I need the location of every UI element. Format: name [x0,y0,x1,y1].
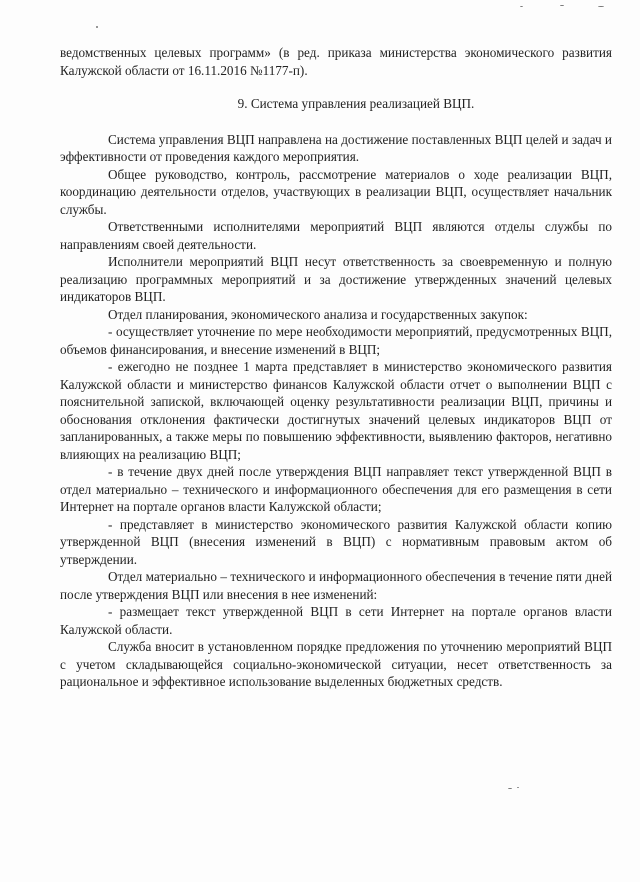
intro-continuation: ведомственных целевых программ» (в ред. приказа министерства экономического развития Калужской области от 16.11.2016 №1177-п). [60,45,612,78]
list-item: - представляет в министерство экономического развития Калужской области копию утвержденной ВЦП (внесения изменений в ВЦП) с нормативным правовым актом об утверждении. [60,516,612,567]
document-body [60,44,612,691]
paragraph: Система управления ВЦП направлена на достижение поставленных ВЦП целей и задач и эффективности от проведения каждого мероприятия. [60,131,612,164]
list-item: - ежегодно не позднее 1 марта представляет в министерство экономического развития Калужской области и министерство финансов Калужской области отчет о выполнении ВЦП с пояснительной запиской, включающей оценку результативности реализации ВЦП, причины и обоснования отклонения фактически достигнутых значений целевых индикаторов ВЦП от запланированных, а также меры по повышению эффективности, выявлению факторов, негативно влияющих на реализацию ВЦП; [60,359,612,462]
list-item: - осуществляет уточнение по мере необходимости мероприятий, предусмотренных ВЦП, объемов финансирования, и внесение изменений в ВЦП; [60,324,612,357]
scan-speck [517,787,519,788]
paragraph: Отдел планирования, экономического анализа и государственных закупок: [108,306,528,322]
paragraph: Общее руководство, контроль, рассмотрение материалов о ходе реализации ВЦП, координацию деятельности отделов, участвующих в реализации ВЦП, осуществляет начальник службы. [60,166,612,217]
scan-speck [96,26,98,28]
scan-speck [560,5,564,6]
list-item: - размещает текст утвержденной ВЦП в сети Интернет на портале органов власти Калужской области. [60,604,612,637]
paragraph: Ответственными исполнителями мероприятий ВЦП являются отделы службы по направлениям своей деятельности. [60,219,612,252]
scan-speck [598,6,604,7]
section-heading: 9. Система управления реализацией ВЦП. [237,96,475,111]
scan-speck [508,788,512,789]
paragraph: Служба вносит в установленном порядке предложения по уточнению мероприятий ВЦП с учетом складывающейся социально-экономической ситуации, несет ответственность за рациональное и эффективное использование выделенных бюджетных средств. [60,639,612,689]
scan-speck [520,6,523,7]
list-item: - в течение двух дней после утверждения ВЦП направляет текст утвержденной ВЦП в отдел материально – технического и информационного обеспечения для его размещения в сети Интернет на портале органов власти Калужской области; [60,464,612,514]
paragraph: Отдел материально – технического и информационного обеспечения в течение пяти дней после утверждения ВЦП или внесения в нее изменений: [60,569,612,602]
paragraph: Исполнители мероприятий ВЦП несут ответственность за своевременную и полную реализацию программных мероприятий и за достижение утвержденных значений целевых индикаторов ВЦП. [60,254,612,304]
